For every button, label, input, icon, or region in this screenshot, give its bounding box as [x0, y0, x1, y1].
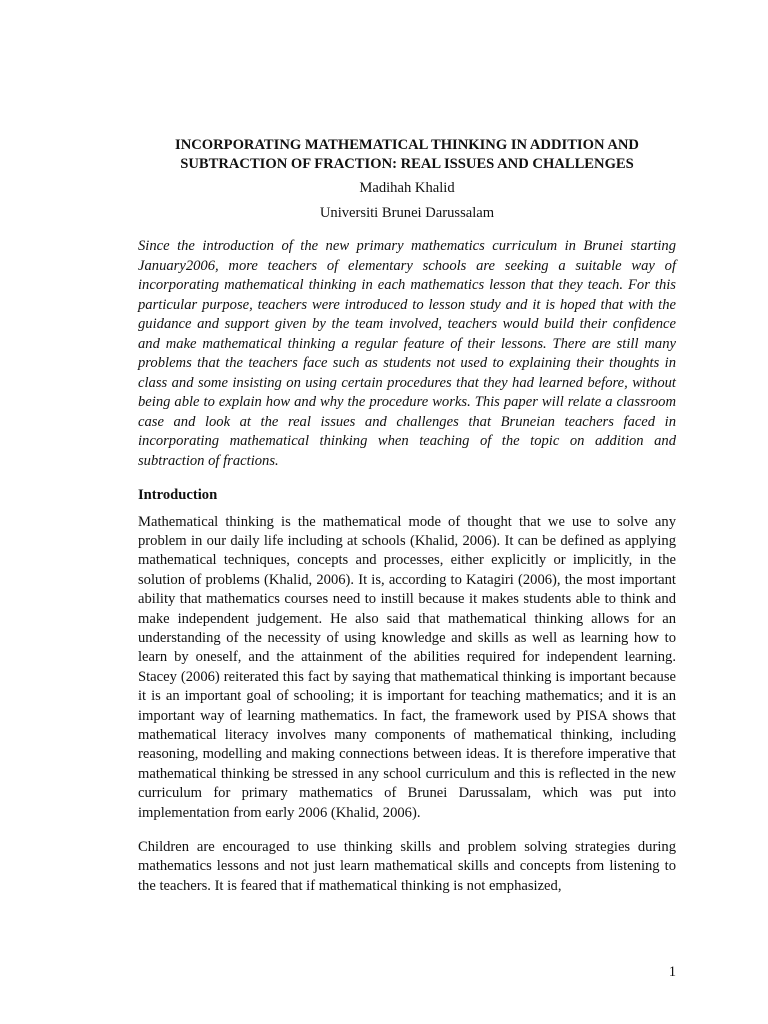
- author-name: Madihah Khalid: [359, 180, 455, 196]
- author-affiliation: Universiti Brunei Darussalam: [319, 205, 495, 221]
- paper-title: [138, 136, 676, 174]
- page-number: 1: [668, 964, 676, 980]
- body-paragraph-1: Mathematical thinking is the mathematical mode of thought that we use to solve any problem in our daily life including at schools (Khalid, 2006). It can be defined as applying mathematical techniques, concepts and processes, either explicitly or implicitly, in the solution of problems (Khalid, 2006). It is, according to Katagiri (2006), the most important ability that mathematics courses need to instill because it makes students able to think and make independent judgement. He also said that mathematical thinking allows for an understanding of the necessity of using knowledge and skills as well as learning how to learn by oneself, and the attainment of the abilities required for independent learning. Stacey (2006) reiterated this fact by saying that mathematical thinking is important because it is an important goal of schooling; it is important for teaching mathematics; and it is an important way of learning mathematics. In fact, the framework used by PISA shows that mathematical literacy involves many components of mathematical thinking, including reasoning, modelling and making connections between ideas. It is therefore imperative that mathematical thinking be stressed in any school curriculum and this is reflected in the new curriculum for primary mathematics of Brunei Darussalam, which was put into implementation from early 2006 (Khalid, 2006).: [138, 513, 676, 821]
- body-paragraph-2: Children are encouraged to use thinking skills and problem solving strategies during mathematics lessons and not just learn mathematical skills and concepts from listening to the teachers. It is feared that if mathematical thinking is not emphasized,: [138, 838, 676, 894]
- paper-title-line-1: INCORPORATING MATHEMATICAL THINKING IN ADDITION AND: [175, 137, 639, 153]
- paper-title-line-2: SUBTRACTION OF FRACTION: REAL ISSUES AND CHALLENGES: [180, 156, 634, 172]
- page-content: [138, 136, 676, 911]
- section-heading-introduction: Introduction: [138, 486, 218, 503]
- abstract-text: Since the introduction of the new primary mathematics curriculum in Brunei starting January2006, more teachers of elementary schools are seeking a suitable way of incorporating mathematical thinking in each mathematics lesson that they teach. For this particular purpose, teachers were introduced to lesson study and it is hoped that with the guidance and support given by the team involved, teachers would build their confidence and make mathematical thinking a regular feature of their lessons. There are still many problems that the teachers face such as students not used to explaining their thoughts in class and some insisting on using certain procedures that they had learned before, without being able to explain how and why the procedure works. This paper will relate a classroom case and look at the real issues and challenges that Bruneian teachers faced in incorporating mathematical thinking when teaching of the topic on addition and subtraction of fractions.: [138, 238, 676, 469]
